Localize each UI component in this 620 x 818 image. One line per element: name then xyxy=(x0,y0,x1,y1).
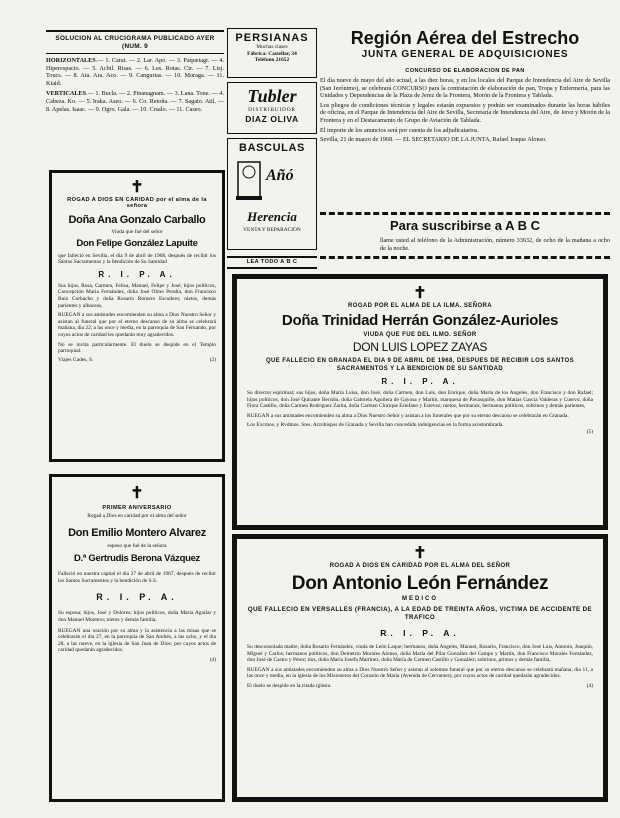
top-rule xyxy=(46,30,224,32)
verticales-text: .— 1. Bucla. — 2. Pinanagnam. — 3. Lana. Tone. — 4. Cabeza. Ko. — 5. Iraka. Aseo. — 6. Co. Retoña. — 7. Sagato. Atil. — 8. Apelas. Isaac. — 9. Ogro. Gala. — 10. Crsalo. — 11. Caseo. xyxy=(46,90,224,113)
leon-intro: ROGAD A DIOS EN CARIDAD POR EL ALMA DEL SEÑOR xyxy=(329,563,511,569)
mid-bottom-banner xyxy=(227,256,317,269)
leon-prof: MEDICO xyxy=(402,596,438,602)
region-subtitle: JUNTA GENERAL DE ADQUISICIONES xyxy=(361,49,569,60)
herran-intro: ROGAD POR EL ALMA DE LA ILMA. SEÑORA xyxy=(348,303,492,309)
obituary-name: Don Emilio Montero Alvarez xyxy=(68,526,206,539)
leon-num: (4) xyxy=(586,682,593,689)
subscribe-body: llame usted al teléfono de la Administración, número 33632, de ocho de la mañana a ocho de la noche. xyxy=(380,237,610,252)
obituary-credit: Viajes Gades, S. xyxy=(58,356,94,363)
basculas-brand: Añó xyxy=(266,167,294,184)
cross-icon: ✝ xyxy=(130,485,144,502)
persianas-ad xyxy=(227,28,317,78)
cross-icon: ✝ xyxy=(130,179,144,196)
region-body2: Los pliegos de condiciones técnicas y legales estarán expuestos y podrán ser examinados durante las horas hábiles de oficina, en el Parque de Intendencia del Aire de Sevilla, Secretaría de Intendencia del Aire, de Jerez y Morón de la Frontera y en el Destacamento de Grupo de Aviación de Tablada. xyxy=(320,101,610,124)
obituary-death-text: Falleció en nuestra capital el dia 27 de abril de 1967, después de recibir los Santos Sacramentos y la bendición de S.S. xyxy=(58,571,216,584)
obituary-footer xyxy=(58,357,216,364)
cross-icon: ✝ xyxy=(413,545,427,562)
subscribe-bottom-rule xyxy=(320,256,610,259)
leon-ruegan: RUEGAN a sus amistades encomienden su alma a Dios Nuestro Señor y asistan al solemne funeral que por su eterno descanso se celebrará mañana, dia 11, a las once y media, en la iglesia de los Misioneros del Corazón de María (Avenida de Cervantes), por cuyos actos de caridad quedarán agradecidos. xyxy=(247,666,593,680)
obituary-intro: Rogad a Dios en caridad por el alma del señor xyxy=(87,513,187,519)
herran-num: (5) xyxy=(586,428,593,435)
herran-name: Doña Trinidad Herrán González-Aurioles xyxy=(281,312,559,329)
subscribe-top-rule xyxy=(320,212,610,215)
obituary-spouse: Don Felipe González Lapuite xyxy=(76,237,198,249)
crossword-verticales xyxy=(46,90,224,113)
left-column xyxy=(46,30,224,113)
obituary-ruegan: RUEGAN una oración por su alma y la asistencia a las misas que se celebrarán el dia 27, en la parroquia de San Andrés, a las ocho, y el dia 28, a las nueve, en la iglesia de San Juan de Dios; por cuyos actos de caridad quedarán agradecidos. xyxy=(58,627,216,654)
horizontales-label: HORIZONTALES xyxy=(46,57,96,64)
region-heading: CONCURSO DE ELABORACION DE PAN xyxy=(405,68,525,74)
herran-family: Su director espiritual; sus hijos, doña María Luisa, don José, doña Carmen, don Luis, don Enrique, doña María de los Angeles, don Francisco y don Rafael; hijos políticos, don José Quirante Berrido, doña Gabriela Aguilera de Gayosa y Martín, marquesa de Pavasquille, don Matías Garcia Valderas y Cuervo, doña Flora Castillo, doña Carmen Rodriguez Zarita, doña Carmen Chirique Estefano y Estevez; nietos, hermanos, hermanos políticos, sobrinos y demás parientes, xyxy=(247,390,593,410)
tubler-line1: DISTRIBUIDOR xyxy=(248,107,296,113)
obituary-name: Doña Ana Gonzalo Carballo xyxy=(68,214,206,226)
obituary-ripa: R. I. P. A. xyxy=(98,269,176,279)
persianas-subtitle: Muchas clases xyxy=(256,44,288,50)
basculas-ad xyxy=(227,138,317,250)
tubler-brand: Tubler xyxy=(247,86,297,106)
obituary-ruegan: RUEGAN a sus amistades encomienden su alma a Dios Nuestro Señor y asistan al funeral que por el eterno descanso de su alma se celebrará mañana, dia 22, a las once y media, en la parroquia de San Fernando, por cuyos actos de caridad les quedarán muy agradecidos. xyxy=(58,312,216,338)
region-signed: Sevilla, 21 de marzo de 1968. — EL SECRETARIO DE LA JUNTA, Rafael Iraque Alonso. xyxy=(320,136,547,144)
region-notice xyxy=(320,28,610,228)
scale-icon xyxy=(232,154,312,204)
obituary-esposa: esposo que fué de la señora xyxy=(107,542,167,549)
obituary-death-text: que falleció en Sevilla, el dia 9 de abril de 1968, después de recibir los Santos Sacramentos y la bendición de Su Santidad xyxy=(58,252,216,266)
mid-bottom-text: LEA TODO A B C xyxy=(246,259,298,265)
persianas-phone: Teléfono 21652 xyxy=(254,57,290,64)
herran-extra: Los Excmos. y Rvdmos. Sres. Arzobispos de Granada y Sevilla han concedido indulgencias en la forma acostumbrada. xyxy=(247,422,504,429)
leon-death: QUE FALLECIO EN VERSALLES (FRANCIA), A LA EDAD DE TREINTA AÑOS, VICTIMA DE ACCIDENTE DE TRAFICO xyxy=(247,606,593,621)
persianas-title: PERSIANAS xyxy=(235,32,309,44)
obituary-num: (4) xyxy=(209,656,216,663)
obituary-leon xyxy=(232,534,608,802)
obituary-gonzalo xyxy=(49,170,225,462)
obituary-family: Su esposa; hijos, José y Dolores; hijos políticos, doña Maria Aguilar y don Manuel Montero; nietos y demás familia, xyxy=(58,610,216,623)
tubler-ad xyxy=(227,82,317,134)
obituary-family: Sus hijas, Rosa, Carmen, Felisa, Manuel, Felipe y José; hijos políticos, Concepción Maria Fernández, doña José Olmo Peralta, don Francisco Ruiz Corbacho y doña Rosario Romero Escudero; nietos, demás parientes y albaceas, xyxy=(58,282,216,309)
basculas-brand2: Herencia xyxy=(247,209,297,224)
region-body: El día nueve de mayo del año actual, a las diez horas, y en los locales del Parque de Intendencia del Aire de Sevilla (San Jerónimo), se celebrará CONCURSO para la contratación de elaboración de pan, Tropa y Enfermería, para las Unidades y Dependencias de la Plaza de Jerez de la Frontera, Morón de la Frontera y Tablada. xyxy=(320,77,610,100)
obituary-ripa: R. I. P. A. xyxy=(96,592,178,603)
region-title: Región Aérea del Estrecho xyxy=(350,28,580,48)
obituary-montero xyxy=(49,474,225,802)
obituary-herran xyxy=(232,274,608,530)
herran-viuda: VIUDA QUE FUE DEL ILMO. SEÑOR xyxy=(363,332,477,338)
region-body3: El importe de los anuncios será por cuenta de los adjudicatarios. xyxy=(320,126,479,134)
horizontales-text: .— 1. Carat. — 2. Lar. Apo. — 3. Paquetagr. — 4. Hiperespacio. — 5. Acbil. Risas. — 6. Les. Rotas. Cir. — 7. Lisj. Toucs. — 8. Ata. Ara. Aco. — 9. Cangurias. — 10. Moraga. — 11. Kiaid. xyxy=(46,57,224,87)
tubler-line2: DIAZ OLIVA xyxy=(245,113,299,124)
basculas-title: BASCULAS xyxy=(239,142,305,154)
crossword-horizontales xyxy=(46,57,224,87)
obituary-num: (2) xyxy=(209,356,216,363)
leon-note: El duelo se despide en la citada iglesia. xyxy=(247,682,332,689)
leon-family: Su desconsolada madre, doña Rosario Fernández, viuda de León Laque; hermanos, doña Angeles, Manuel, Rosario, Francisco, don José Luis, Antonio, Joaquín, Miguel y Carlos; hermanos políticos, don Demetrio Morales Alonso, doña María del Pilar González del Campo y Martín, don Francisco Morales Fernández, don José de Castro y Pérez; tíos, doña María Josefa Martínez, doña María de Carmen Castillo y González; sobrinos, primos y demás familia, xyxy=(247,644,593,664)
leon-ripa: R. I. P. A. xyxy=(380,628,460,638)
herran-ripa: R. I. P. A. xyxy=(381,377,459,386)
obituary-intro: ROGAD A DIOS EN CARIDAD por el alma de la señora xyxy=(67,197,207,209)
subscribe-box xyxy=(320,212,610,259)
persianas-address: Fábrica: Castellar, 34 xyxy=(247,50,297,57)
leon-footer xyxy=(247,683,593,690)
obituary-subtitle: Viuda que fué del señor xyxy=(111,229,163,235)
leon-name: Don Antonio León Fernández xyxy=(291,573,549,594)
obituary-spouse: D.ª Gertrudis Berona Vázquez xyxy=(73,553,201,565)
subscribe-title: Para suscribirse a A B C xyxy=(389,218,541,233)
herran-ruegan: RUEGAN a sus amistades encomienden su alma a Dios Nuestro Señor y asistan a los funerales que por su eterno descanso se celebrarán en Granada. xyxy=(247,412,569,419)
basculas-sub: VENTA Y REPARACION xyxy=(243,227,301,233)
verticales-label: VERTICALES xyxy=(46,90,87,98)
anniversary-header: PRIMER ANIVERSARIO xyxy=(102,505,172,511)
crossword-rule xyxy=(46,53,224,54)
crossword-title: SOLUCION AL CRUCIGRAMA PUBLICADO AYER (NUM. 9 xyxy=(55,35,215,50)
cross-icon: ✝ xyxy=(413,285,427,302)
obituary-note: No se invita particularmente. El duelo se despide en el Templo parroquial. xyxy=(58,341,216,355)
herran-death: QUE FALLECIO EN GRANADA EL DIA 9 DE ABRIL DE 1968, DESPUES DE RECIBIR LOS SANTOS SACRAMENTOS Y LA BENDICION DE SU SANTIDAD xyxy=(265,358,575,372)
herran-spouse: DON LUIS LOPEZ ZAYAS xyxy=(352,340,488,354)
